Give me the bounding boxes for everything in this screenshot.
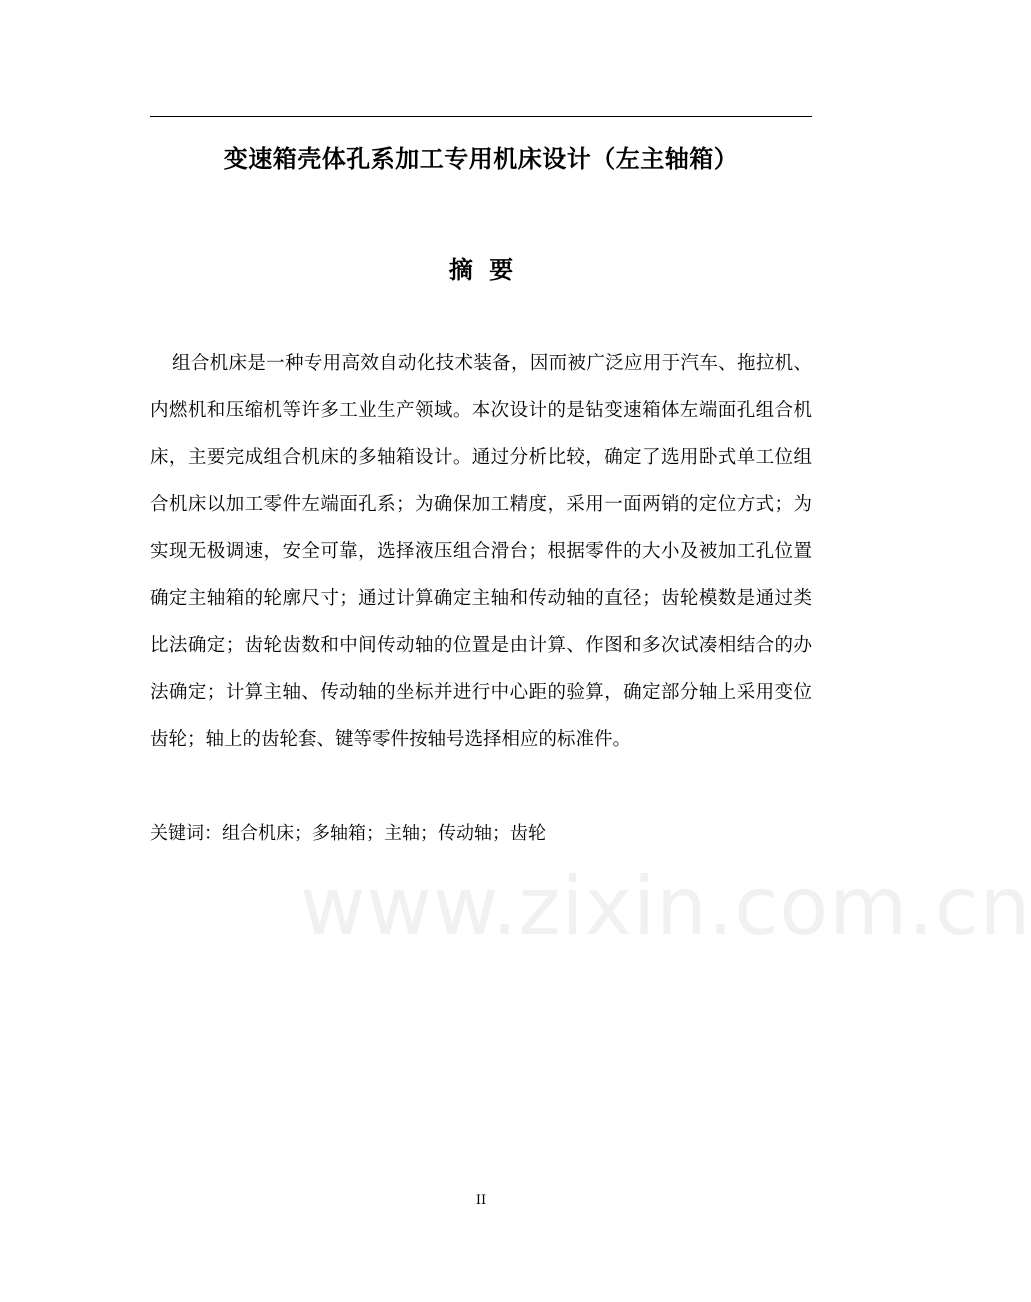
abstract-heading: 摘 要 xyxy=(448,256,514,284)
page-number: II xyxy=(475,1193,487,1208)
header-rule xyxy=(150,116,812,117)
watermark: www.zixin.com.cn xyxy=(300,860,1031,953)
abstract-line: 实现无极调速，安全可靠，选择液压组合滑台；根据零件的大小及被加工孔位置 xyxy=(150,541,812,562)
abstract-line: 床，主要完成组合机床的多轴箱设计。通过分析比较，确定了选用卧式单工位组 xyxy=(150,447,812,468)
abstract-line: 合机床以加工零件左端面孔系；为确保加工精度，采用一面两销的定位方式；为 xyxy=(150,494,812,515)
abstract-line: 比法确定；齿轮齿数和中间传动轴的位置是由计算、作图和多次试凑相结合的办 xyxy=(150,635,812,656)
abstract-line: 内燃机和压缩机等许多工业生产领域。本次设计的是钻变速箱体左端面孔组合机 xyxy=(150,400,812,421)
keywords-line: 关键词：组合机床；多轴箱；主轴；传动轴；齿轮 xyxy=(150,823,546,844)
abstract-line: 确定主轴箱的轮廓尺寸；通过计算确定主轴和传动轴的直径；齿轮模数是通过类 xyxy=(150,588,812,609)
abstract-body xyxy=(150,344,812,767)
abstract-line: 组合机床是一种专用高效自动化技术装备，因而被广泛应用于汽车、拖拉机、 xyxy=(172,353,812,374)
abstract-line: 齿轮；轴上的齿轮套、键等零件按轴号选择相应的标准件。 xyxy=(150,729,632,750)
abstract-line: 法确定；计算主轴、传动轴的坐标并进行中心距的验算，确定部分轴上采用变位 xyxy=(150,682,812,703)
document-title: 变速箱壳体孔系加工专用机床设计（左主轴箱） xyxy=(223,145,739,173)
